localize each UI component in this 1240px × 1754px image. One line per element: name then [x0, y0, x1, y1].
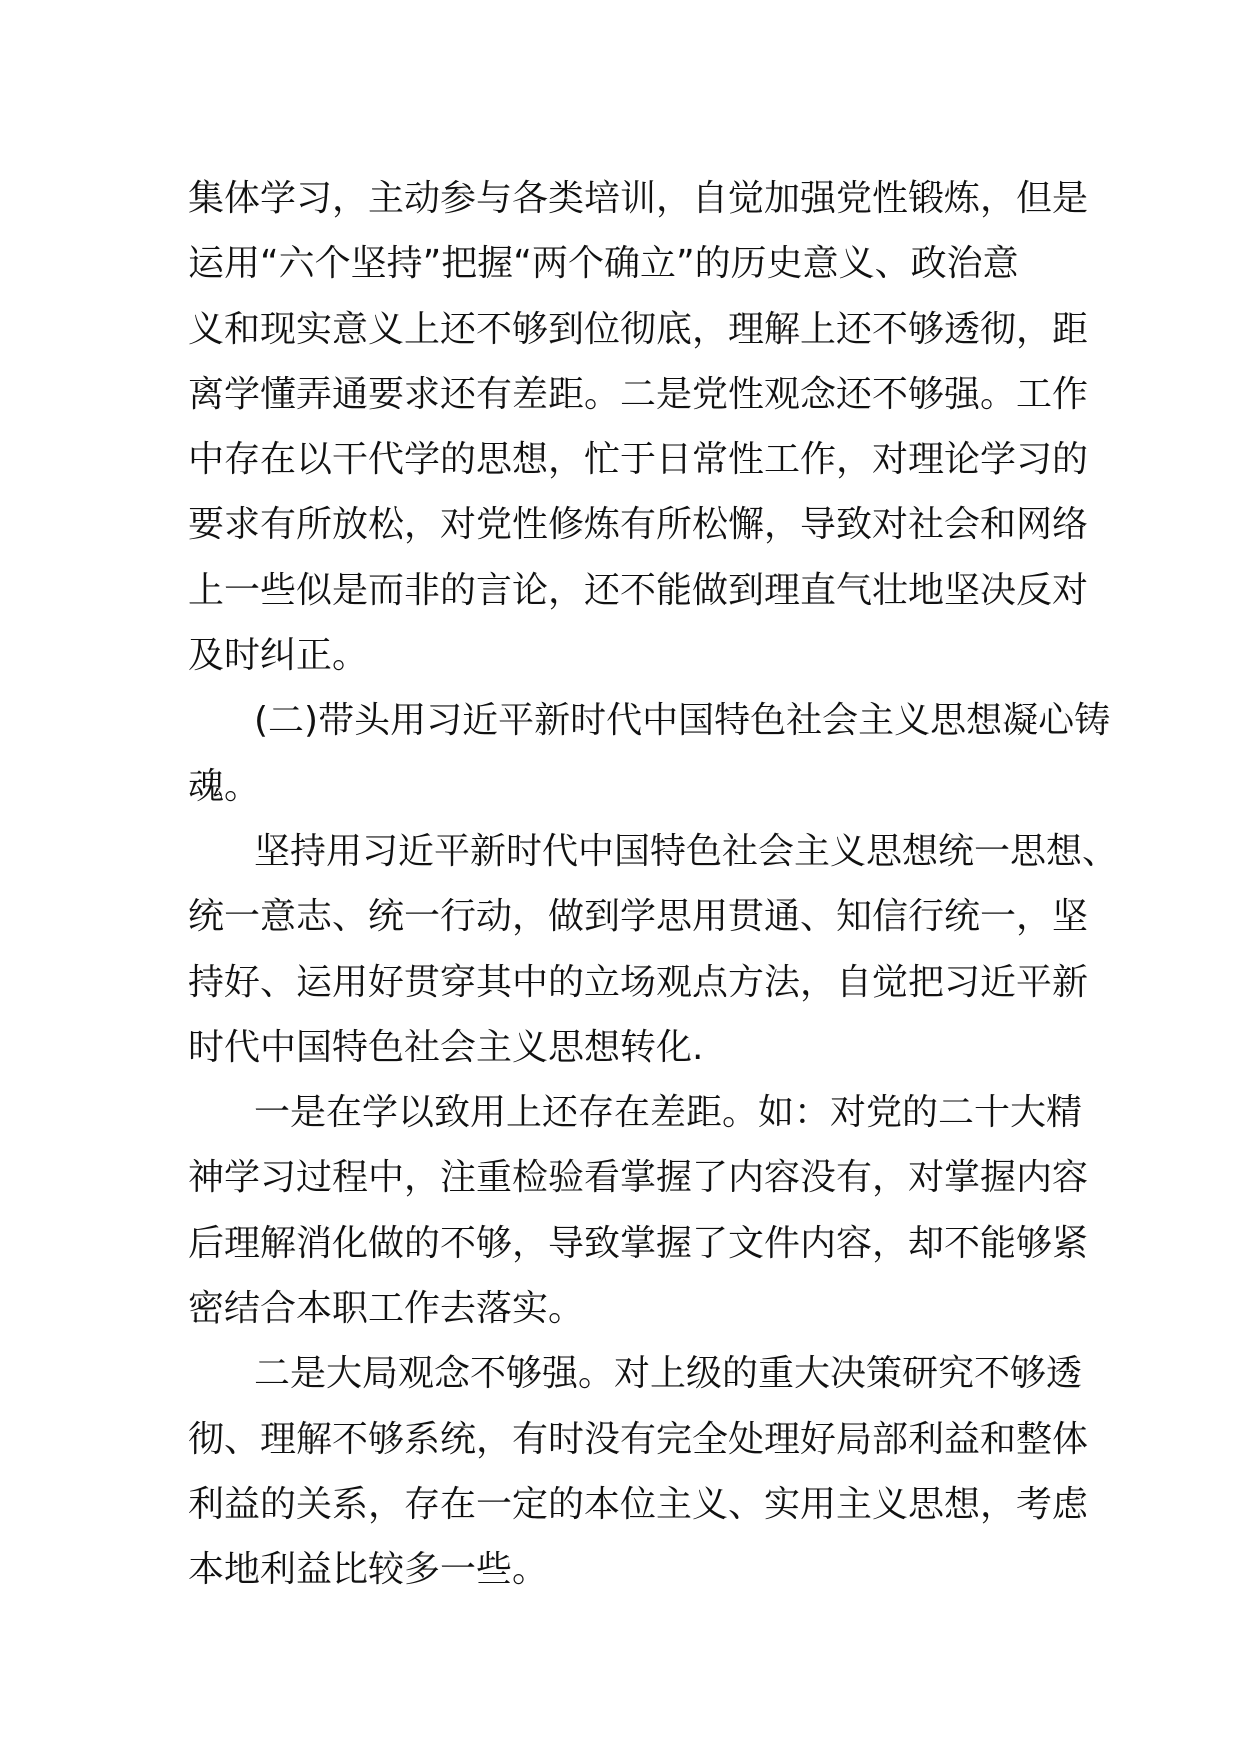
text-line: 二是大局观念不够强。对上级的重大决策研究不够透 — [254, 1353, 1083, 1395]
text-line: 及时纠正。 — [188, 635, 369, 677]
text-line: 彻、理解不够系统，有时没有完全处理好局部利益和整体 — [188, 1418, 1089, 1460]
text-line: 上一些似是而非的言论，还不能做到理直气壮地坚决反对 — [188, 569, 1089, 611]
text-line: 要求有所放松，对党性修炼有所松懈，导致对社会和网络 — [188, 504, 1089, 546]
text-line: 密结合本职工作去落实。 — [188, 1288, 585, 1330]
text-line: 利益的关系，存在一定的本位主义、实用主义思想，考虑 — [188, 1483, 1089, 1525]
document-body — [188, 166, 1119, 1603]
text-line: 后理解消化做的不够，导致掌握了文件内容，却不能够紧 — [188, 1222, 1089, 1264]
text-line: 中存在以干代学的思想，忙于日常性工作，对理论学习的 — [188, 439, 1089, 481]
text-line: 神学习过程中，注重检验看掌握了内容没有，对掌握内容 — [188, 1157, 1089, 1199]
text-line: 本地利益比较多一些。 — [188, 1549, 549, 1591]
section-heading: (二)带头用习近平新时代中国特色社会主义思想凝心铸 — [254, 700, 1111, 742]
text-line: 统一意志、统一行动，做到学思用贯通、知信行统一，坚 — [188, 896, 1089, 938]
text-line: 运用“六个坚持”把握“两个确立”的历史意义、政治意 — [188, 243, 1019, 285]
text-line: 坚持用习近平新时代中国特色社会主义思想统一思想、 — [254, 830, 1119, 872]
section-heading-continued: 魂。 — [188, 765, 261, 807]
text-line: 持好、运用好贯穿其中的立场观点方法，自觉把习近平新 — [188, 961, 1089, 1003]
text-line: 离学懂弄通要求还有差距。二是党性观念还不够强。工作 — [188, 373, 1089, 415]
text-line: 集体学习，主动参与各类培训，自觉加强党性锻炼，但是 — [188, 178, 1089, 219]
text-line: 义和现实意义上还不够到位彻底，理解上还不够透彻，距 — [188, 308, 1089, 350]
text-line: 一是在学以致用上还存在差距。如：对党的二十大精 — [254, 1092, 1083, 1134]
text-line: 时代中国特色社会主义思想转化. — [188, 1026, 704, 1068]
